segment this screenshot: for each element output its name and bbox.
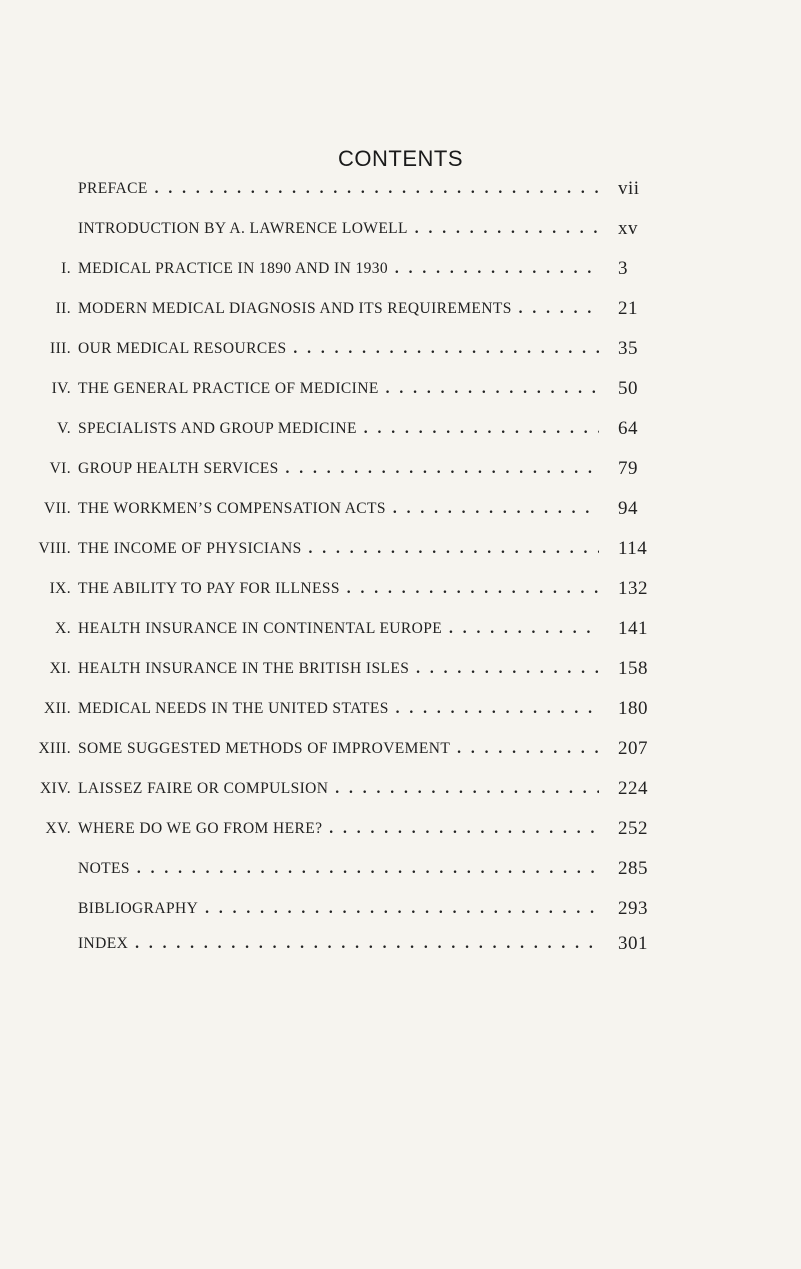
chapter-number: XII. (44, 700, 71, 717)
page-number: 293 (618, 898, 648, 919)
page-number: vii (618, 178, 640, 199)
chapter-title: BIBLIOGRAPHY . . (78, 894, 599, 924)
page-number: 224 (618, 778, 648, 799)
page-number: 285 (618, 858, 648, 879)
page-number: 114 (618, 538, 648, 559)
toc-entry (0, 774, 801, 804)
page-number: 252 (618, 818, 648, 839)
chapter-title: MODERN MEDICAL DIAGNOSIS AND ITS REQUIREMENTS . . (78, 294, 599, 324)
page-number: 301 (618, 933, 648, 954)
page-number: 158 (618, 658, 648, 679)
chapter-title: INDEX . . (78, 929, 599, 959)
toc-entry (0, 454, 801, 484)
chapter-title: PREFACE . . (78, 174, 599, 204)
page-number: 50 (618, 378, 638, 399)
chapter-number: XV. (45, 820, 71, 837)
toc-entry (0, 654, 801, 684)
toc-entry (0, 574, 801, 604)
page-number: 141 (618, 618, 648, 639)
chapter-number: III. (50, 340, 71, 357)
toc-entry (0, 214, 801, 244)
page-number: 132 (618, 578, 648, 599)
page-number: 79 (618, 458, 638, 479)
chapter-number: VIII. (38, 540, 71, 557)
chapter-title: SOME SUGGESTED METHODS OF IMPROVEMENT . . (78, 734, 599, 764)
chapter-title: MEDICAL PRACTICE IN 1890 AND IN 1930 . . (78, 254, 599, 284)
toc-entry (0, 374, 801, 404)
chapter-number: II. (55, 300, 71, 317)
chapter-title: LAISSEZ FAIRE OR COMPULSION . . (78, 774, 599, 804)
toc-entry (0, 929, 801, 959)
chapter-number: I. (61, 260, 71, 277)
chapter-number: VII. (44, 500, 71, 517)
toc-entry (0, 414, 801, 444)
chapter-title: GROUP HEALTH SERVICES . . (78, 454, 599, 484)
chapter-title: HEALTH INSURANCE IN CONTINENTAL EUROPE . . (78, 614, 599, 644)
toc-entry (0, 694, 801, 724)
chapter-title: THE ABILITY TO PAY FOR ILLNESS . . (78, 574, 599, 604)
chapter-number: IV. (51, 380, 71, 397)
chapter-title: HEALTH INSURANCE IN THE BRITISH ISLES . . (78, 654, 599, 684)
toc-entry (0, 734, 801, 764)
chapter-title: SPECIALISTS AND GROUP MEDICINE . . (78, 414, 599, 444)
page-number: 64 (618, 418, 638, 439)
chapter-title: MEDICAL NEEDS IN THE UNITED STATES . . (78, 694, 599, 724)
chapter-title: THE GENERAL PRACTICE OF MEDICINE . . (78, 374, 599, 404)
chapter-number: IX. (49, 580, 71, 597)
chapter-title: THE WORKMEN’S COMPENSATION ACTS . . (78, 494, 599, 524)
chapter-number: XIII. (38, 740, 71, 757)
toc-entry (0, 814, 801, 844)
chapter-number: V. (57, 420, 71, 437)
toc-entry (0, 494, 801, 524)
chapter-number: X. (55, 620, 71, 637)
toc-entry (0, 174, 801, 204)
page-title: CONTENTS (338, 146, 463, 171)
page-number: xv (618, 218, 638, 239)
toc-entry (0, 254, 801, 284)
page-number: 35 (618, 338, 638, 359)
chapter-number: VI. (49, 460, 71, 477)
toc-entry (0, 854, 801, 884)
chapter-title: INTRODUCTION BY A. LAWRENCE LOWELL . . (78, 214, 599, 244)
page-number: 94 (618, 498, 638, 519)
page-number: 207 (618, 738, 648, 759)
toc-entry (0, 334, 801, 364)
page-number: 180 (618, 698, 648, 719)
chapter-title: THE INCOME OF PHYSICIANS . . (78, 534, 599, 564)
chapter-title: OUR MEDICAL RESOURCES . . (78, 334, 599, 364)
chapter-number: XIV. (39, 780, 71, 797)
toc-entry (0, 894, 801, 924)
chapter-number: XI. (49, 660, 71, 677)
chapter-title: WHERE DO WE GO FROM HERE? . . (78, 814, 599, 844)
page-number: 3 (618, 258, 628, 279)
chapter-title: NOTES . . (78, 854, 599, 884)
toc-entry (0, 534, 801, 564)
toc-entry (0, 614, 801, 644)
page-number: 21 (618, 298, 638, 319)
toc-entry (0, 294, 801, 324)
